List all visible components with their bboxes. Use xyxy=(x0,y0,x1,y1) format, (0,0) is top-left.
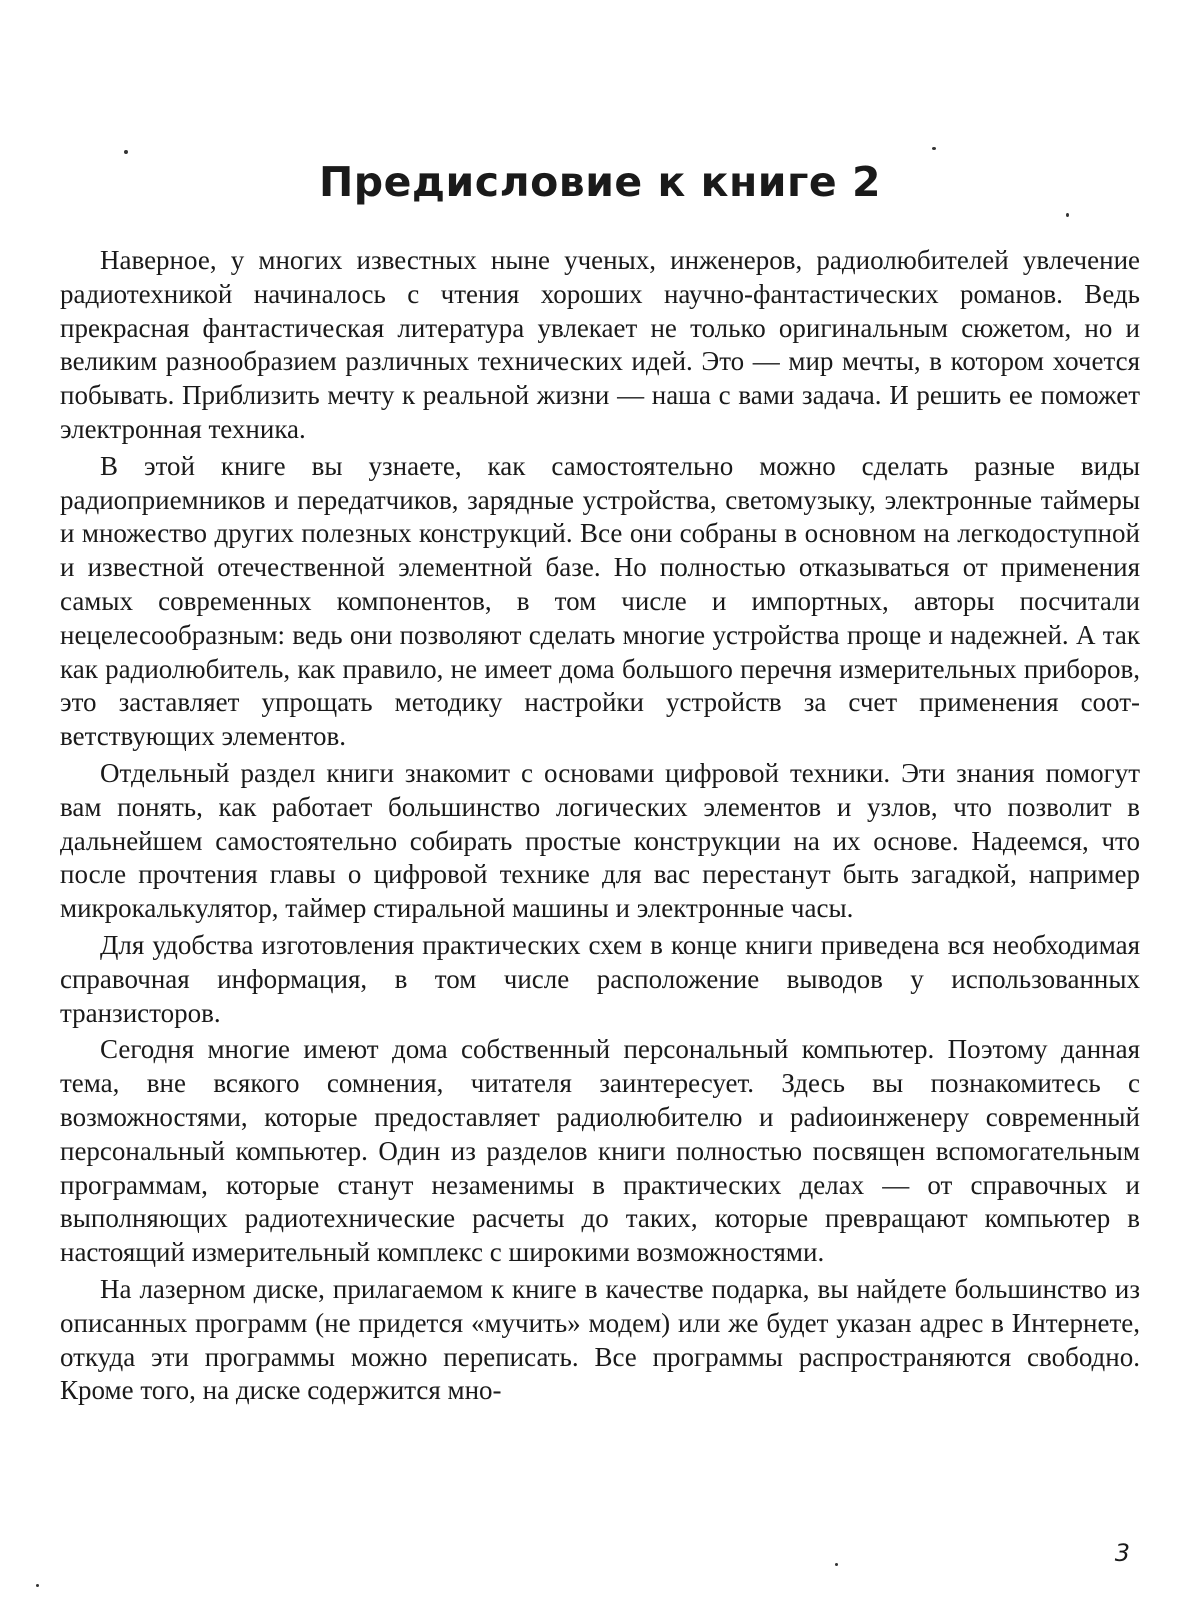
scan-speck xyxy=(124,150,128,154)
book-page xyxy=(60,0,1140,1609)
scan-speck xyxy=(932,147,936,150)
page-title: Предисловие к книге 2 xyxy=(318,158,882,206)
paragraph-5: Сегодня многие имеют дома собственный персональный компьютер. Поэтому данная тема, вне всякого сомнения, читателя заинтересует. Здесь вы познакомитесь с возможностями, которые предоставляет радиолюбителю и раdиоинженеру современный персональный компьютер. Один из разделов книги полностью посвящен вспомогательным программам, которые станут незаменимы в практических делах — от справочных и выполняющих радиотехнические расчеты до таких, которые превращают компьютер в настоящий измерительный комплекс с широкими возможностями. xyxy=(60,1034,1140,1268)
paragraph-6: На лазерном диске, прилагаемом к книге в качестве подарка, вы найдете большинство из описанных программ (не придется «мучить» модем) или же будет указан адрес в Интернете, откуда эти программы можно переписать. Все программы распространяются свободно. Кроме того, на диске содержится мно- xyxy=(60,1273,1140,1406)
scan-speck xyxy=(1066,213,1069,217)
paragraph-3: Отдельный раздел книги знакомит с основами цифровой техники. Эти знания помогут вам понять, как работает большинство логических элементов и узлов, что позволит в дальнейшем самостоятельно собирать простые конструкции на их основе. Надеемся, что после прочтения главы о цифровой технике для вас перестанут быть загадкой, например микрокалькулятор, таймер стиральной машины и электронные часы. xyxy=(60,757,1140,924)
scan-speck xyxy=(36,1584,39,1587)
paragraph-2: В этой книге вы узнаете, как самостоятельно можно сделать разные виды радиоприемников и передатчиков, зарядные устройства, светомузыку, электронные таймеры и множество других полезных конструкций. Все они собраны в основном на легкодоступной и известной отечественной элементной базе. Но полностью отказываться от применения самых современных компонентов, в том числе и импортных, авторы посчитали нецелесообразным: ведь они позволяют сделать многие устройства проще и надежней. А так как радиолюбитель, как правило, не имеет дома большого перечня измерительных приборов, это заставляет упрощать методику настройки устройств за счет применения соответствующих элементов. xyxy=(60,450,1140,752)
scan-speck xyxy=(835,1563,838,1566)
paragraph-1: Наверное, у многих известных ныне ученых, инженеров, радиолюбителей увлечение радиотехникой начиналось с чтения хороших научно-фантастических романов. Ведь прекрасная фантастическая литература увлекает не только оригинальным сюжетом, но и великим разнообразием различных технических идей. Это — мир мечты, в котором хочется побывать. Приблизить мечту к реальной жизни — наша с вами задача. И решить ее поможет электронная техника. xyxy=(60,245,1140,444)
paragraph-4: Для удобства изготовления практических схем в конце книги приведена вся необходимая справочная информация, в том числе расположение выводов у использованных транзисторов. xyxy=(60,929,1140,1028)
body-text xyxy=(60,244,1140,1411)
page-number: 3 xyxy=(1114,1539,1130,1567)
